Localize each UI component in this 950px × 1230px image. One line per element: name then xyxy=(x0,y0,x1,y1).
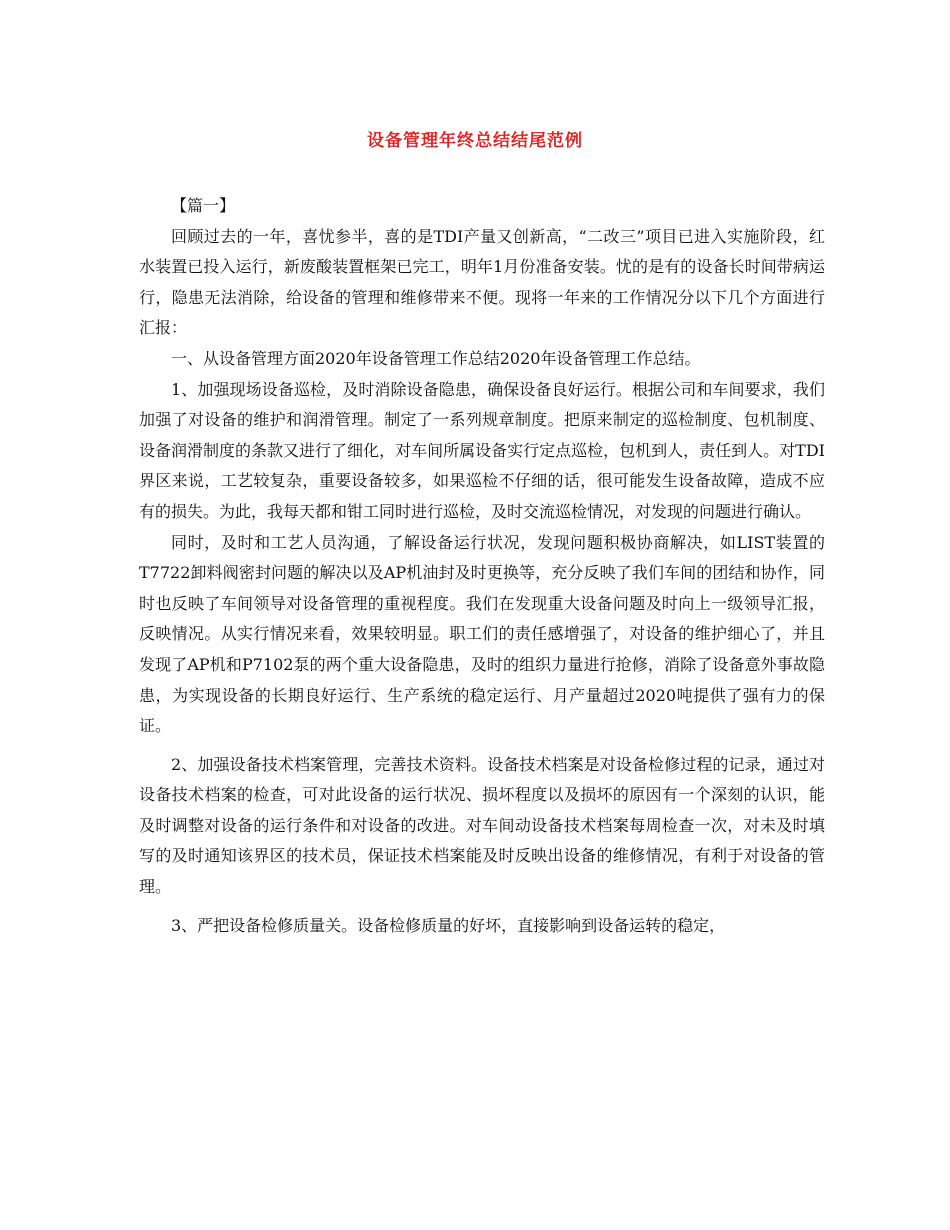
document-body xyxy=(139,191,825,941)
section-tag: 【篇一】 xyxy=(171,196,236,215)
paragraph-item-3: 3、严把设备检修质量关。设备检修质量的好坏，直接影响到设备运转的稳定， xyxy=(171,915,726,935)
paragraph-heading-1: 一、从设备管理方面2020年设备管理工作总结2020年设备管理工作总结。 xyxy=(171,348,701,368)
document-title: 设备管理年终总结结尾范例 xyxy=(367,131,583,151)
paragraph-item-2: 2、加强设备技术档案管理，完善技术资料。设备技术档案是对设备检修过程的记录，通过对设备技术档案的检查，可对此设备的运行状况、损坏程度以及损坏的原因有一个深刻的认识，能及时调整对设备的运行条件和对设备的改进。对车间动设备技术档案每周检查一次，对未及时填写的及时通知该界区的技术员，保证技术档案能及时反映出设备的维修情况，有利于对设备的管理。 xyxy=(139,754,825,897)
paragraph-intro: 回顾过去的一年，喜忧参半，喜的是TDI产量又创新高，“二改三”项目已进入实施阶段，红水装置已投入运行，新废酸装置框架已完工，明年1月份准备安装。忧的是有的设备长时间带病运行，隐患无法消除，给设备的管理和维修带来不便。现将一年来的工作情况分以下几个方面进行汇报： xyxy=(139,226,825,338)
paragraph-item-1-cont: 同时，及时和工艺人员沟通，了解设备运行状况，发现问题积极协商解决，如LIST装置的T7722卸料阀密封问题的解决以及AP机油封及时更换等，充分反映了我们车间的团结和协作，同时也反映了车间领导对设备管理的重视程度。我们在发现重大设备问题及时向上一级领导汇报，反映情况。从实行情况来看，效果较明显。职工们的责任感增强了，对设备的维护细心了，并且发现了AP机和P7102泵的两个重大设备隐患，及时的组织力量进行抢修，消除了设备意外事故隐患，为实现设备的长期良好运行、生产系统的稳定运行、月产量超过2020吨提供了强有力的保证。 xyxy=(139,532,825,736)
paragraph-item-1: 1、加强现场设备巡检，及时消除设备隐患，确保设备良好运行。根据公司和车间要求，我们加强了对设备的维护和润滑管理。制定了一系列规章制度。把原来制定的巡检制度、包机制度、设备润滑制度的条款又进行了细化，对车间所属设备实行定点巡检，包机到人，责任到人。对TDI界区来说，工艺较复杂，重要设备较多，如果巡检不仔细的话，很可能发生设备故障，造成不应有的损失。为此，我每天都和钳工同时进行巡检，及时交流巡检情况，对发现的问题进行确认。 xyxy=(139,379,825,521)
